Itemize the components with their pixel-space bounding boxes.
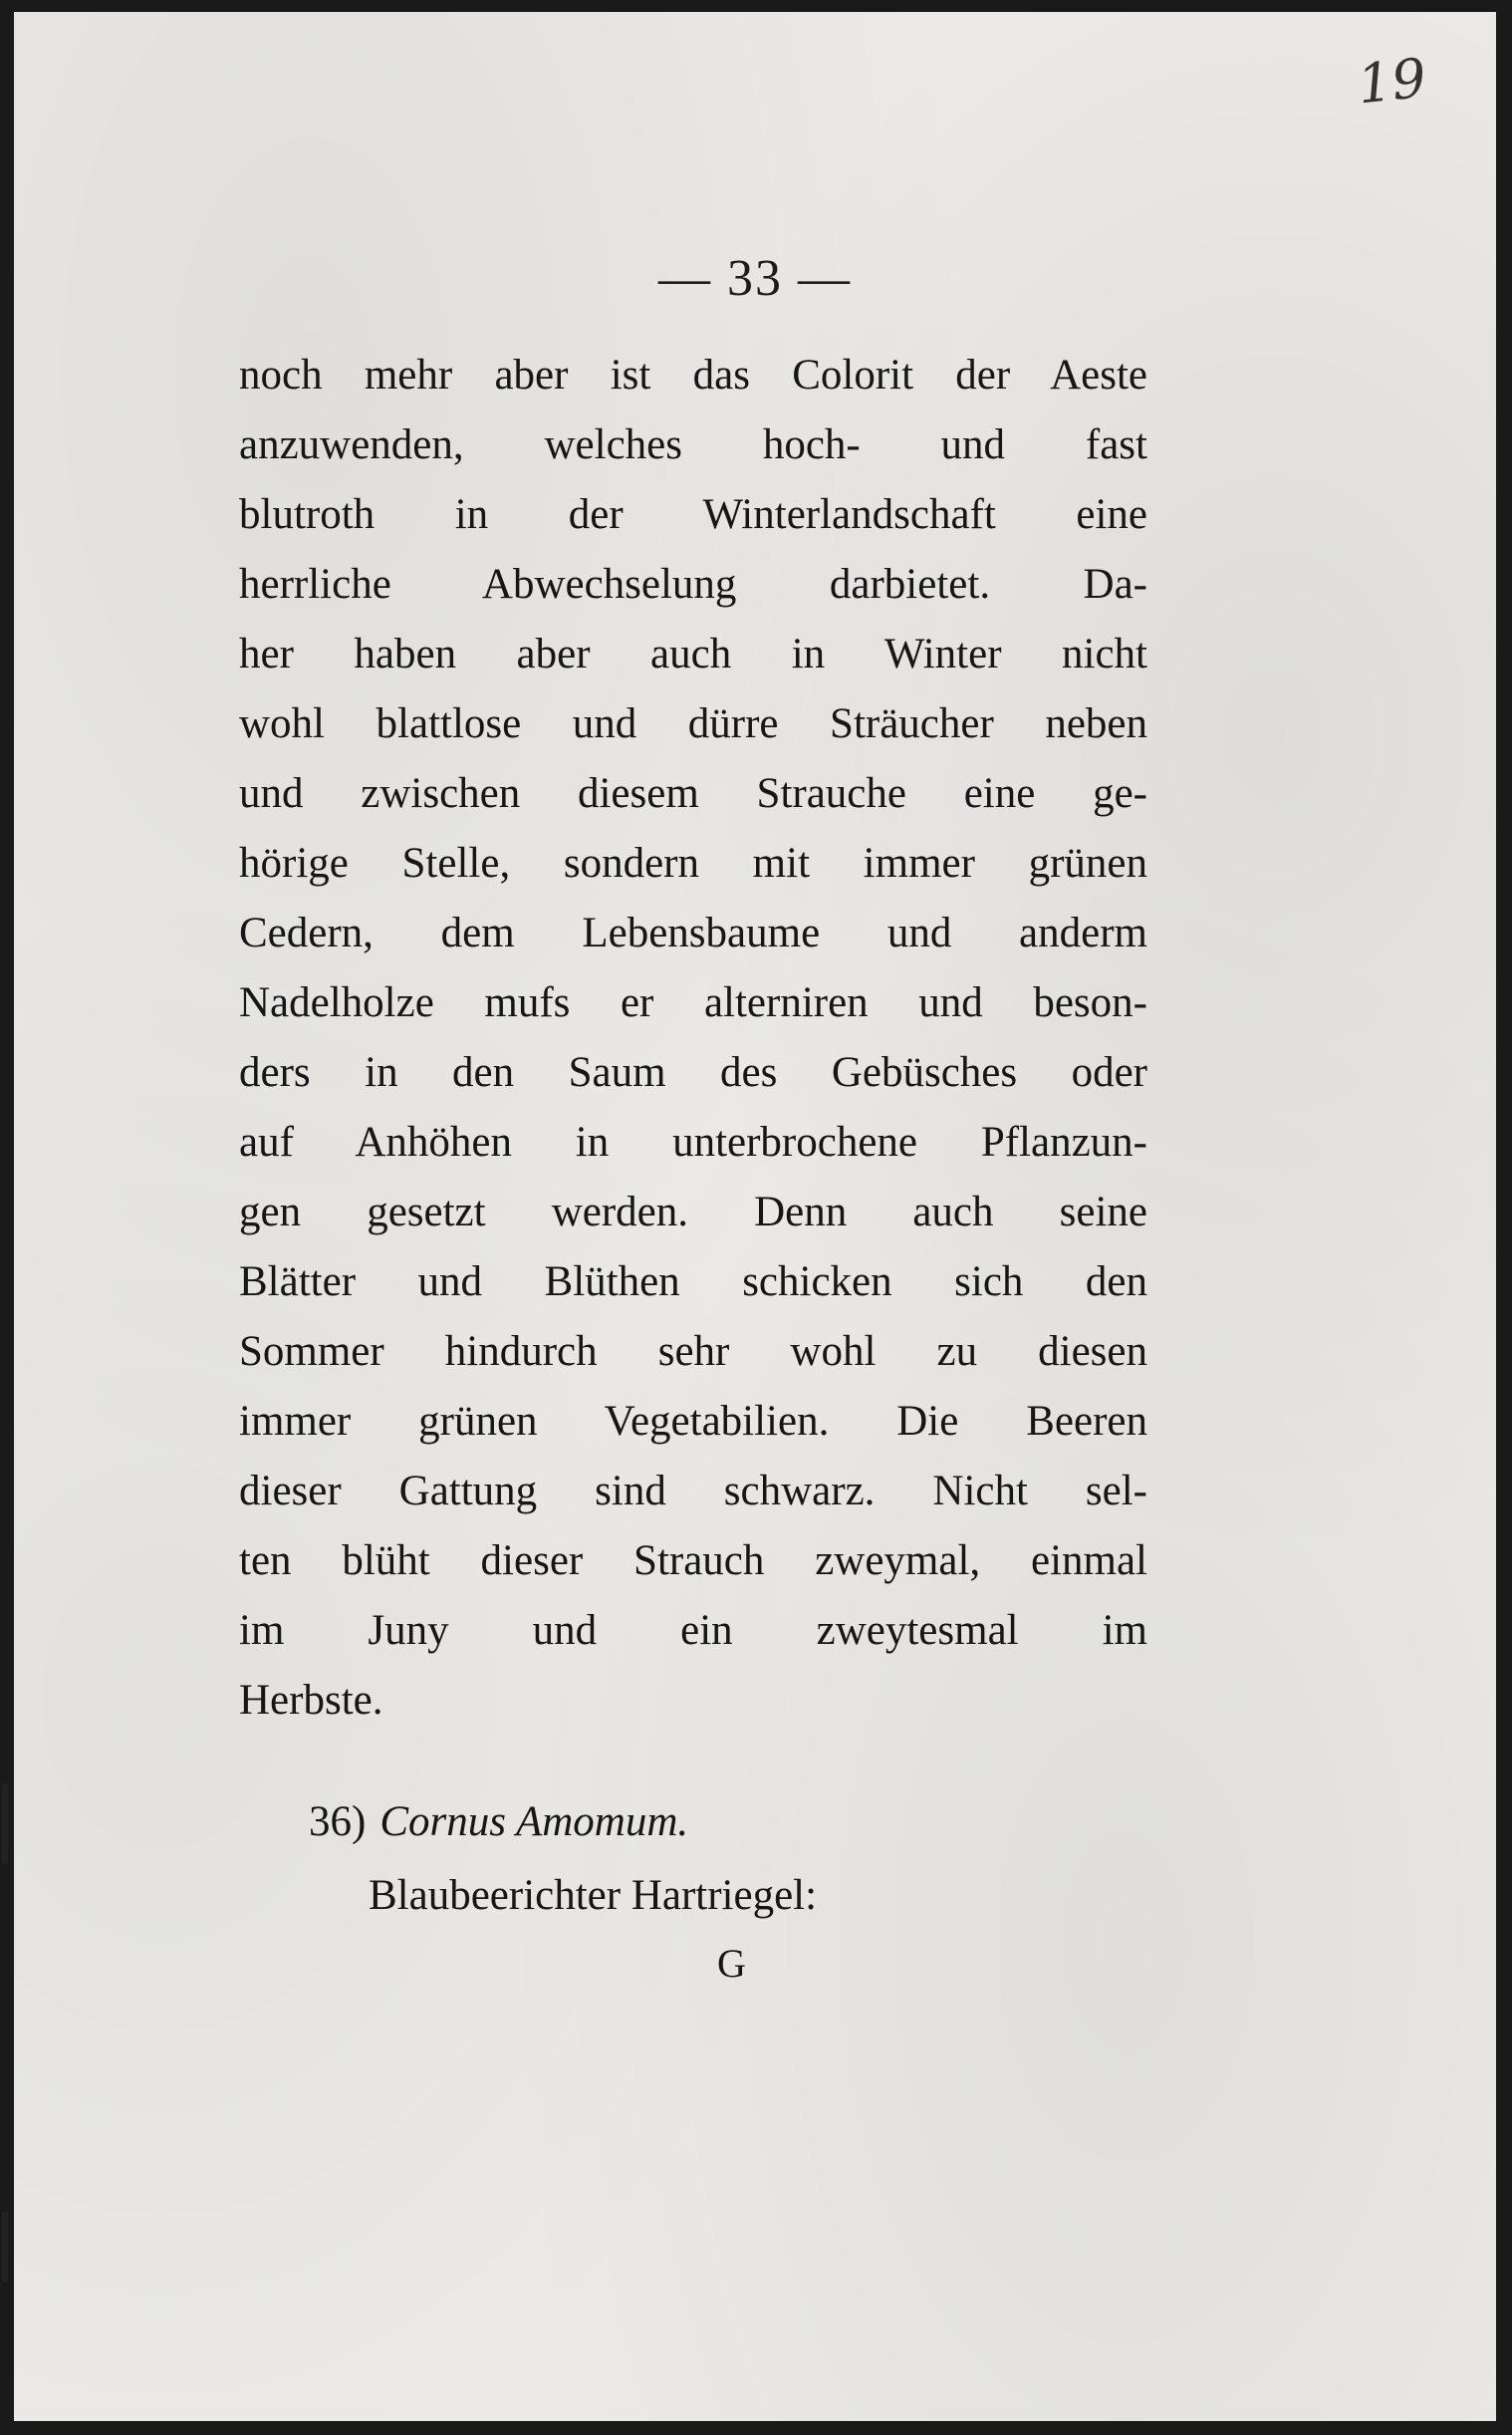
common-name: Blaubeerichter Hartriegel: bbox=[369, 1872, 818, 1919]
text-line: und zwischen diesem Strauche eine ge- bbox=[239, 770, 1147, 817]
page-number-header: — 33 — bbox=[658, 250, 852, 307]
text-line: im Juny und ein zweytesmal im bbox=[239, 1607, 1147, 1654]
text-line: gen gesetzt werden. Denn auch seine bbox=[239, 1189, 1147, 1235]
text-line: herrliche Abwechselung darbietet. Da- bbox=[239, 561, 1147, 608]
text-line: Cedern, dem Lebensbaume und anderm bbox=[239, 910, 1147, 956]
text-line: wohl blattlose und dürre Sträucher neben bbox=[239, 700, 1147, 747]
text-line: hörige Stelle, sondern mit immer grünen bbox=[239, 840, 1147, 887]
latin-name: Cornus Amomum. bbox=[379, 1798, 689, 1845]
text-line: Blätter und Blüthen schicken sich den bbox=[239, 1258, 1147, 1305]
text-line: Nadelholze mufs er alterniren und beson- bbox=[239, 979, 1147, 1026]
body-paragraph bbox=[239, 341, 1147, 1736]
text-line: ders in den Saum des Gebüsches oder bbox=[239, 1049, 1147, 1096]
scan-edge-mark bbox=[2, 1783, 8, 1863]
text-line: anzuwenden, welches hoch- und fast bbox=[239, 421, 1147, 468]
text-line: dieser Gattung sind schwarz. Nicht sel- bbox=[239, 1468, 1147, 1514]
text-line: immer grünen Vegetabilien. Die Beeren bbox=[239, 1398, 1147, 1445]
entry-number: 36) bbox=[309, 1798, 367, 1845]
signature-mark: G bbox=[717, 1941, 746, 1986]
text-line: noch mehr aber ist das Colorit der Aeste bbox=[239, 352, 1147, 399]
folio-number: 19 bbox=[1355, 46, 1430, 117]
species-entry bbox=[309, 1787, 688, 1857]
text-line: her haben aber auch in Winter nicht bbox=[239, 631, 1147, 677]
text-line: Herbste. bbox=[239, 1677, 383, 1724]
text-line: blutroth in der Winterlandschaft eine bbox=[239, 491, 1147, 538]
book-page bbox=[14, 12, 1496, 2421]
scan-edge-mark bbox=[2, 2212, 8, 2282]
text-line: ten blüht dieser Strauch zweymal, einmal bbox=[239, 1537, 1147, 1584]
text-line: Sommer hindurch sehr wohl zu diesen bbox=[239, 1328, 1147, 1375]
text-line: auf Anhöhen in unterbrochene Pflanzun- bbox=[239, 1119, 1147, 1166]
